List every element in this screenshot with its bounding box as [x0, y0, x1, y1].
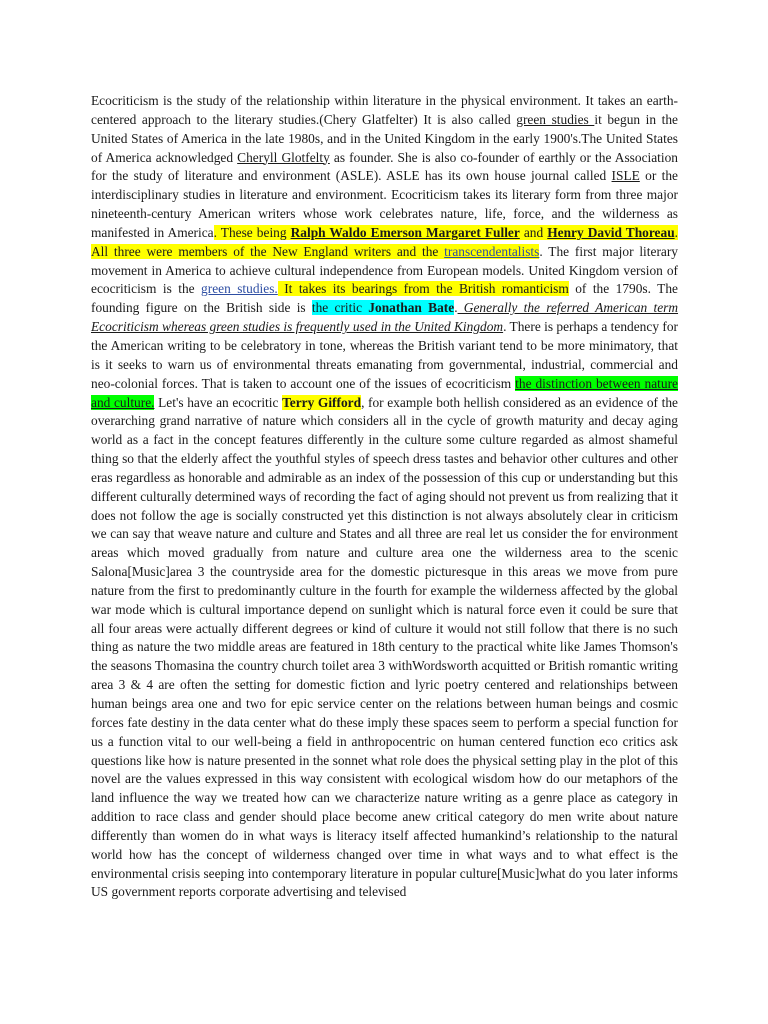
- founder-name: Cheryll Glotfelty: [237, 149, 330, 165]
- text-run: of the 1790s. The founding figure on the British side is: [91, 281, 678, 316]
- text-run: . The first major literary movement in America to achieve cultural independence from European models. United Kingdom version of ecocriticism is the: [91, 243, 678, 297]
- transcendentalists-link[interactable]: transcendentalists: [444, 243, 540, 259]
- document-paragraph: [91, 92, 678, 902]
- text-run: Ecocriticism is the study of the relationship within literature in the physical environment. It takes an earth-centered approach to the literary studies.(Chery Glatfelter) It is also called: [91, 93, 678, 127]
- highlight-yellow: and: [519, 224, 548, 240]
- highlight-yellow: . These being: [213, 224, 291, 240]
- highlight-british-romanticism: It takes its bearings from the British romanticism: [277, 281, 569, 297]
- text-run: .: [454, 300, 458, 316]
- isle-journal: ISLE: [611, 168, 640, 184]
- italic-underlined-sentence: Generally the referred American term Ecocriticism whereas green studies is frequently used in the United Kingdom: [91, 300, 679, 335]
- highlight-yellow: . All three were members of the New England writers and the: [91, 224, 678, 259]
- text-run: , for example both hellish considered as an evidence of the overarching grand narrative of nature which considers all in the cycle of growth maturity and decay aging world as a fact in the concept features differently in the culture some culture regarded as almost shameful thing so that the elderly affect the youthful styles of speech dress tastes and behavior other cultures and other eras regardless as honorable and admirable as an index of the possession of this cup or understanding but this different culturally determined ways of recording the fact of aging should not prevent us from realizing that it does not follow the age is socially constructed yet this distinction is not always absolutely clear in criticism we can say that weave nature and culture and States and all three are real let us consider the for environment areas which moved gradually from nature and culture area one the wilderness area to the scenic Salona[Music]area 3 the countryside area for the domestic picturesque in this areas we move from pure nature from the first to predominantly culture in the fourth for example the wilderness affected by the global war mode which is cultural importance depend on sunlight which is natural force even it could be sure that all four areas were actually different degrees or kind of culture it would not still follow that there is no such thing as nature the two middle areas are featured in 18th century to the practical white like James Thomson's the seasons Thomasina the country church toilet area 3 withWordsworth acquitted or British romantic writing area 3 & 4 are often the setting for domestic fiction and lyric poetry centered and relationships between human beings area one and two for epic service center on the relations between human beings and cosmic forces fate destiny in the data center what do these imply these spaces seem to perform a special function for us a function vital to our well-being a field in anthropocentric on human centered function eco critics ask questions like how is nature presented in the sonnet what role does the physical setting play in the plot of this novel are the values expressed in this way consistent with ecological wisdom how do our metaphors of the land influence the way we treated how can we characterize nature writing as a genre place as category in addition to race class and gender should place become anew critical category do men write about nature differently than women do in what ways is literacy itself affected humankind’s relationship to the natural world how has the concept of wilderness changed over time in what ways and to what effect is the environmental crisis seeping into contemporary literature in popular culture[Music]what do you later informs US government reports corporate advertising and televised: [91, 394, 678, 900]
- highlight-cyan: the critic: [311, 300, 369, 316]
- text-run: . There is perhaps a tendency for the American writing to be celebratory in tone, whereas the British variant tend to be more minimatory, that is it seeks to warn us of environmental threats emanating from governmental, industrial, commercial and neo-colonial forces. That is taken to account one of the issues of ecocriticism: [91, 319, 678, 391]
- green-studies-link[interactable]: green studies.: [201, 281, 278, 297]
- text-run: Let's have an ecocritic: [154, 394, 283, 410]
- text-run: as founder. She is also co-founder of earthly or the Association for the study of literature and environment (ASLE). ASLE has its own house journal called: [91, 149, 679, 184]
- green-studies-term: green studies: [516, 111, 595, 127]
- highlight-nature-culture: the distinction between nature and culture.: [91, 375, 678, 410]
- text-run: it begun in the United States of America in the late 1980s, and in the United Kingdom in the early 1900's.The United States of America acknowledged: [91, 111, 678, 165]
- highlight-jonathan-bate: Jonathan Bate: [368, 300, 455, 316]
- text-run: or the interdisciplinary studies in literature and environment. Ecocriticism takes its literary form from three major nineteenth-century American writers whose work celebrates nature, life, force, and the wilderness as manifested in America: [91, 168, 678, 240]
- highlight-terry-gifford: Terry Gifford: [282, 394, 362, 410]
- highlight-writers-names: Ralph Waldo Emerson Margaret Fuller: [290, 224, 520, 240]
- highlight-thoreau: Henry David Thoreau: [547, 224, 675, 240]
